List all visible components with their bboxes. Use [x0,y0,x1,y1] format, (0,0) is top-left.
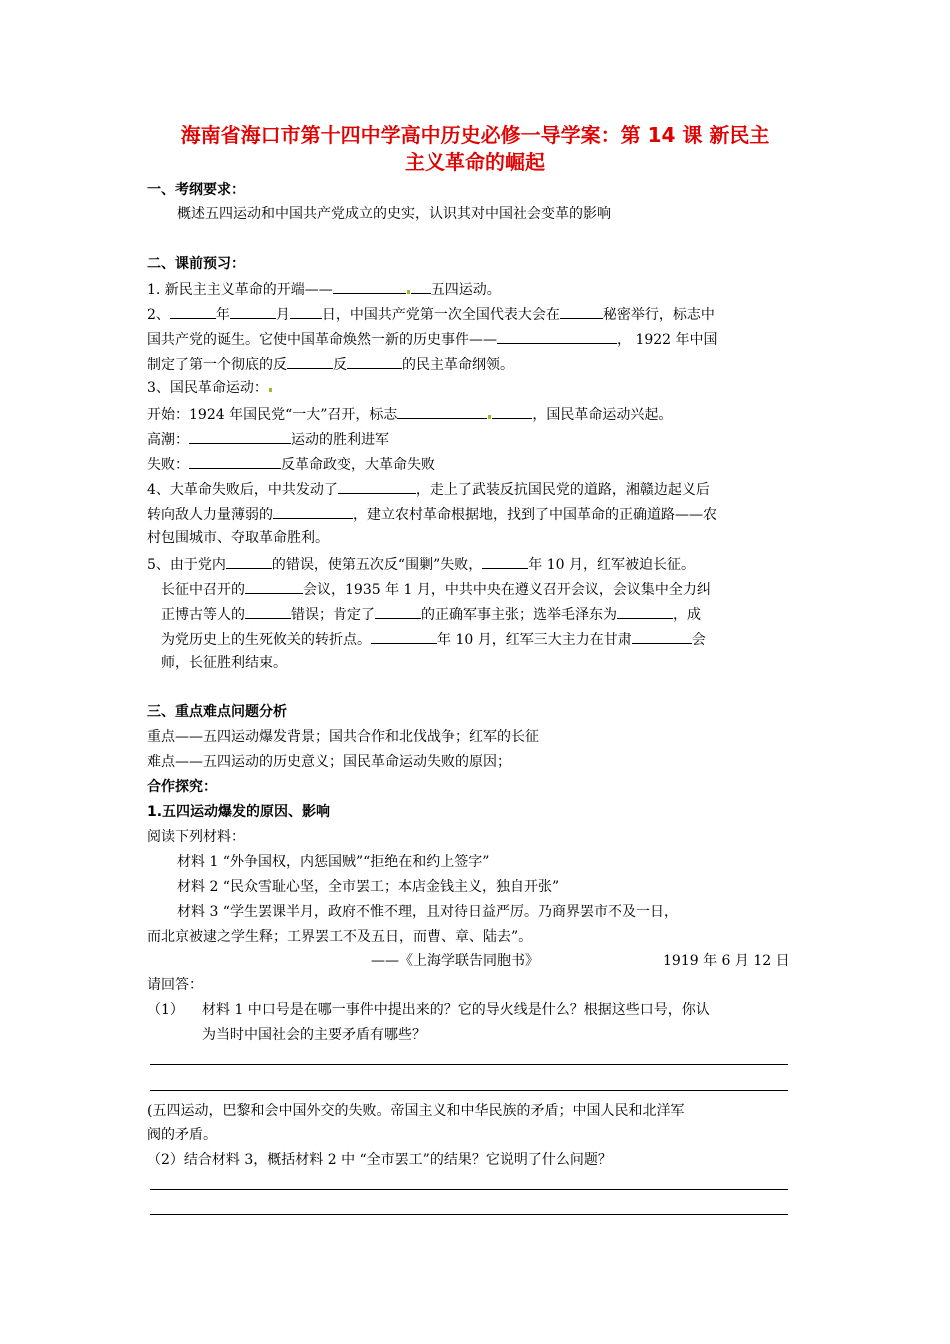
material-1: 材料 1 “外争国权，内惩国贼”“拒绝在和约上签字” [177,854,490,870]
question-1-text-line1: 材料 1 中口号是在哪一事件中提出来的？它的导火线是什么？根据这些口号，你认 [202,1002,710,1018]
answer-line[interactable] [150,1064,788,1065]
question-4-line2: 转向敌人力量薄弱的 ，建立农村革命根据地，找到了中国革命的正确道路——农 [147,503,717,525]
material-3-line1: 材料 3 “学生罢课半月，政府不惟不理，且对待日益严厉。乃商界罢市不及一日， [177,904,678,920]
question-5-line4: 为党历史上的生死攸关的转折点。 年 10 月，红军三大主力在甘肃 会 [161,628,706,650]
section-heading-analysis: 三、重点难点问题分析 [147,704,287,720]
answer-line[interactable] [150,1090,788,1091]
question-4-line3: 村包围城市、夺取革命胜利。 [147,530,329,546]
question-4-line1: 4、大革命失败后，中共发动了 ，走上了武装反抗国民党的道路，湘赣边起义后 [147,478,710,500]
question-1-text-line2: 为当时中国社会的主要矛盾有哪些？ [202,1027,426,1043]
question-5-line1: 5、由于党内 的错误，使第五次反“围剿”失败， 年 10 月，红军被迫长征。 [147,553,695,575]
sub-heading-may4: 1.五四运动爆发的原因、影响 [147,804,331,820]
answer-1-line1: (五四运动，巴黎和会中国外交的失败。帝国主义和中华民族的矛盾；中国人民和北洋军 [147,1103,685,1119]
answer-prompt: 请回答： [147,977,203,993]
question-3-start: 开始：1924 年国民党“一大”召开，标志 ，国民革命运动兴起。 [147,403,672,425]
answer-1-line2: 阀的矛盾。 [147,1127,217,1143]
question-1-number: （1） [147,1002,184,1018]
stray-mark [269,388,272,392]
question-3-climax: 高潮： 运动的胜利进军 [147,428,389,450]
question-5-line2: 长征中召开的 会议，1935 年 1 月，中共中央在遵义召开会议，会议集中全力纠 [161,578,711,600]
cooperative-inquiry-heading: 合作探究： [147,779,217,795]
material-date: 1919 年 6 月 12 日 [663,953,790,969]
read-instruction: 阅读下列材料： [147,829,245,845]
key-points: 重点——五四运动爆发背景；国共合作和北伐战争；红军的长征 [147,729,539,745]
question-2-line3: 制定了第一个彻底的反 反 的民主革命纲领。 [147,353,514,375]
material-3-line2: 而北京被逮之学生释；工界罢工不及五日，而曹、章、陆去”。 [147,929,533,945]
question-3-failure: 失败： 反革命政变，大革命失败 [147,453,435,475]
document-title-line1: 海南省海口市第十四中学高中历史必修一导学案：第 14 课 新民主 [180,123,770,147]
question-2-text: （2）结合材料 3，概括材料 2 中 “全市罢工”的结果？它说明了什么问题？ [147,1152,612,1168]
question-1: 1. 新民主主义革命的开端—— 五四运动。 [147,278,501,300]
question-5-line3: 正博古等人的 错误；肯定了 的正确军事主张；选举毛泽东为 ，成 [161,603,701,625]
question-5-line5: 师，长征胜利结束。 [161,655,287,671]
material-source: ——《上海学联告同胞书》 [371,953,539,969]
answer-line[interactable] [150,1214,788,1215]
question-3: 3、国民革命运动： [147,378,273,398]
question-2-line1: 2、 年 月 日，中国共产党第一次全国代表大会在 秘密举行，标志中 [147,303,715,325]
document-title-line2: 主义革命的崛起 [405,150,545,174]
stray-mark [488,415,491,419]
section-heading-syllabus: 一、考纲要求： [147,182,245,198]
section-heading-preview: 二、课前预习： [147,256,245,272]
answer-line[interactable] [150,1189,788,1190]
stray-mark [407,290,410,294]
difficult-points: 难点——五四运动的历史意义；国民革命运动失败的原因； [147,754,511,770]
material-2: 材料 2 “民众雪耻心坚，全市罢工；本店金钱主义，独自开张” [177,879,560,895]
syllabus-text: 概述五四运动和中国共产党成立的史实，认识其对中国社会变革的影响 [177,206,611,222]
question-2-line2: 国共产党的诞生。它使中国革命焕然一新的历史事件—— ， 1922 年中国 [147,328,718,350]
